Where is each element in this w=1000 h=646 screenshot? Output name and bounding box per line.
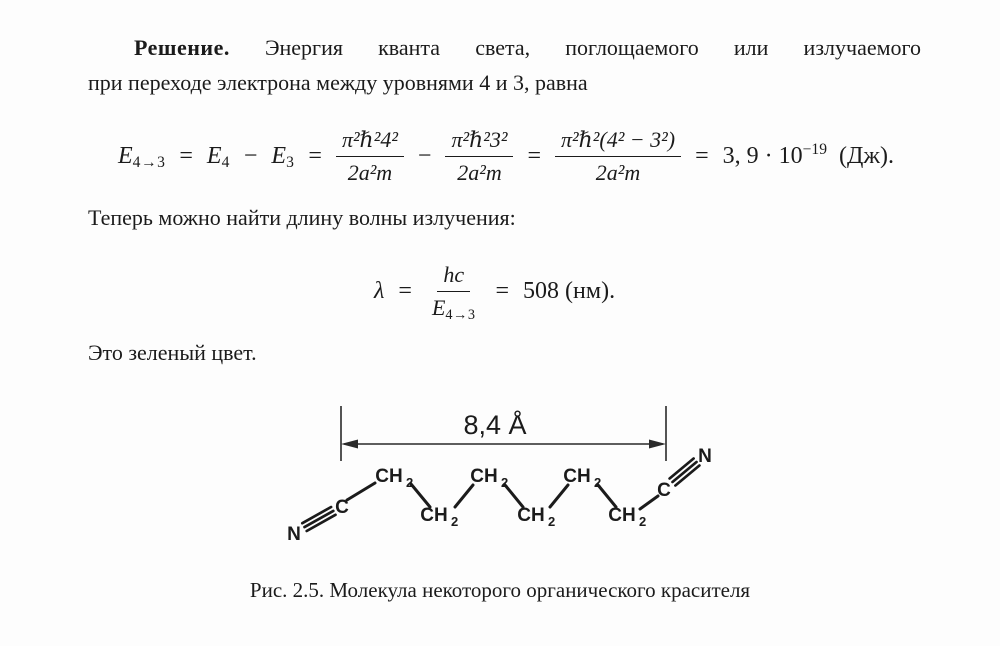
ch2-label: CH [375,466,403,487]
nitrogen-label: N [287,524,301,545]
bond-line [640,496,658,509]
equation-energy [118,112,894,200]
fraction-denominator: 2a²m [347,159,393,185]
ch2-label: CH [608,505,636,526]
ch2-subscript: 2 [639,514,647,529]
math-subscript: 4→3 [445,306,476,323]
result-exponent: −19 [802,140,828,158]
fraction-denominator [426,292,482,321]
ch2-subscript: 2 [406,475,414,490]
ch2-subscript: 2 [451,514,459,529]
equals-sign: = [398,277,412,304]
fraction-numerator: π²ℏ²4² [336,127,404,157]
bond-line [455,485,473,507]
ch2-label: CH [470,466,498,487]
ch2-subscript: 2 [548,514,556,529]
math-subscript: 4→3 [132,153,166,171]
minus-sign: − [417,142,432,169]
carbon-label: C [335,497,349,518]
equals-sign: = [527,142,541,169]
math-subscript: 4 [221,153,230,171]
fraction-numerator: hc [437,262,470,292]
result-value [722,140,828,170]
fraction-denominator: 2a²m [457,159,502,185]
solution-lead: Решение. [134,35,230,60]
fraction-denominator: 2a²m [595,159,641,185]
ch2-label: CH [420,505,448,526]
fraction-hc [426,262,482,321]
solution-line1-text: Энергия кванта света, поглощаемого или излучаемого [265,35,921,60]
wavelength-result: 508 (нм). [523,277,616,304]
fraction-3 [555,127,681,186]
bond-line [411,484,430,507]
term-E4 [207,143,230,170]
fraction-2 [445,127,513,186]
ch2-subscript: 2 [501,475,509,490]
bond-line [347,483,375,500]
term-E43 [118,143,165,170]
arrow-left-icon [341,440,358,449]
equals-sign: = [695,142,709,169]
bond-line [550,485,568,507]
equals-sign: = [308,142,322,169]
equation-wavelength [374,252,615,330]
ch2-label: CH [563,466,591,487]
term-E3 [271,143,294,170]
minus-sign: − [243,142,258,169]
math-var: E [271,142,287,169]
molecule-figure [278,396,728,568]
math-var: E [118,142,133,169]
fraction-numerator: π²ℏ²3² [445,127,513,157]
fraction-1 [336,127,404,186]
lambda-symbol: λ [374,277,385,304]
paragraph-line-1 [88,30,921,65]
equals-sign: = [179,142,193,169]
paragraph-line-2: при переходе электрона между уровнями 4 и 3, равна [88,70,588,95]
ch2-subscript: 2 [594,475,602,490]
fraction-numerator: π²ℏ²(4² − 3²) [555,127,681,157]
figure-caption: Рис. 2.5. Молекула некоторого органического красителя [249,578,751,602]
length-label: 8,4 Å [463,410,527,440]
result-mantissa: 3, 9 · 10 [722,142,803,169]
wavelength-intro: Теперь можно найти длину волны излучения: [88,205,516,230]
arrow-right-icon [649,440,666,449]
result-unit: (Дж). [839,142,894,169]
math-var: E [431,294,446,320]
nitrogen-label: N [698,446,712,467]
math-subscript: 3 [286,153,295,171]
equals-sign: = [495,277,510,304]
green-color-note: Это зеленый цвет. [88,340,257,365]
carbon-label: C [657,480,671,501]
math-var: E [206,142,222,169]
solution-paragraph [88,30,921,100]
ch2-label: CH [517,505,545,526]
